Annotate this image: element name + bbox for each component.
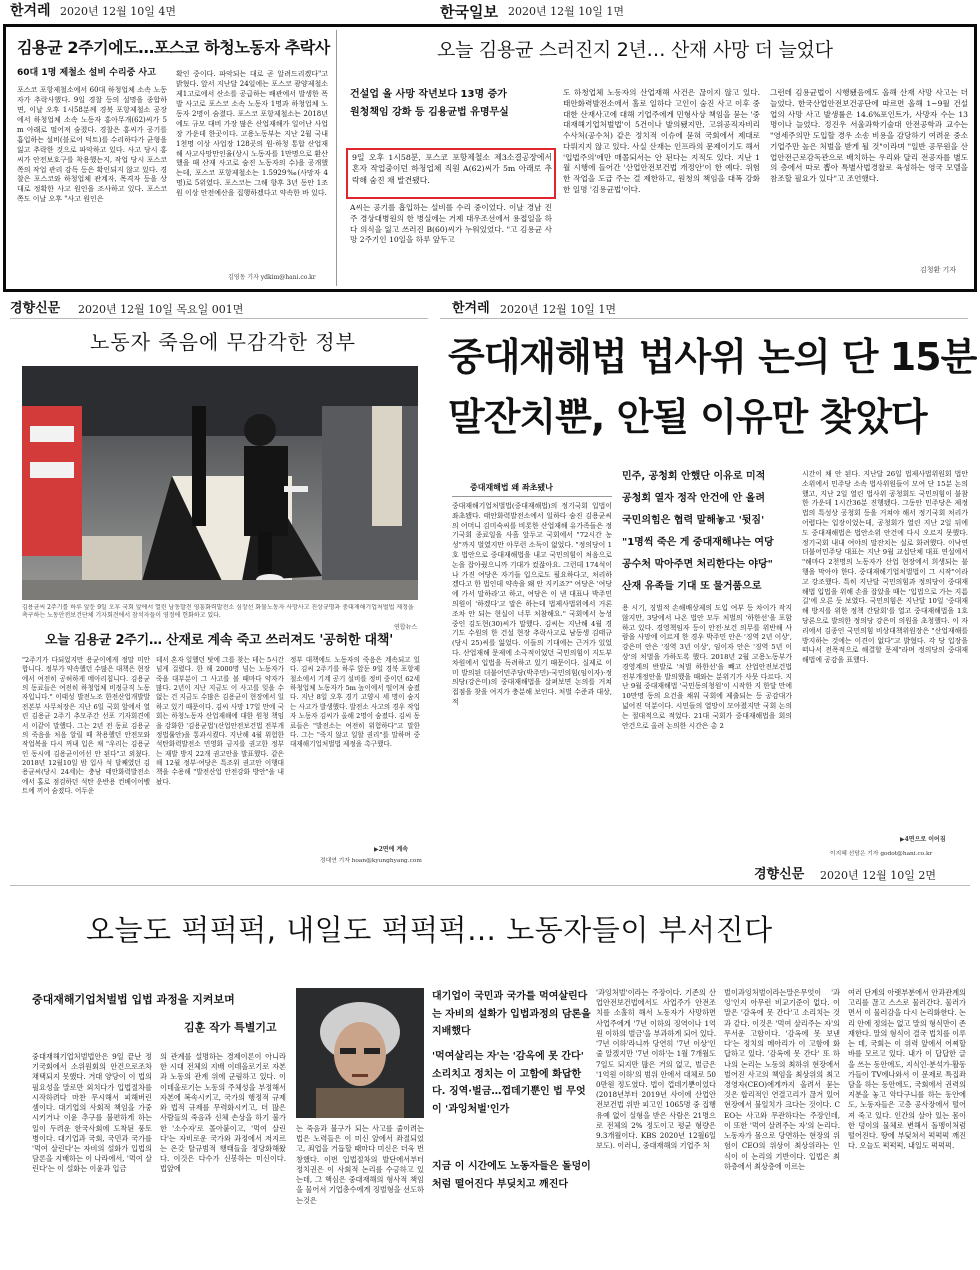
hankyoreh-column-2: 용 시기, 징벌적 손해배상제의 도입 여부 등 차이가 작지 않지만, 3당에서 나온 법안 모두 처벌의 '하한선'을 포함하고 있다. 경영책임자 등이 안전·보건 의무를 위반해 사람을 사망에 이르게 한 경우 박주민 안은 '징역 2년 이상', 강은미 안은 '징역 3년 이상', 임이자 안은 '징역 5년 이상'의 처벌을 가하도록 했다. 2018년 2월 고용노동부가 경영계의 반발로 '처벌 하한선'을 빼고 산업안전보건법 전부개정안을 발의했을 때와는 분위기가 사뭇 다르다. 지난 9월 중대재해법 '국민동의청원'이 시작한 지 한달 만에 10만명 동의 요건을 채워 국회에 제출되는 등 공감대가 넓어진 덕분이다. 시민들의 열망이 모아졌지만 국회 논의는 절대적으로 적었다. 21대 국회가 중대재해법을 회의 안건으로 올려 논의한 시간은 총 2 <box>622 604 792 730</box>
hankyoreh-byline: 이지혜 선담은 기자 godot@hani.co.kr <box>830 851 933 857</box>
quote-line-3: 국민의힘은 협력 말해놓고 '뒷짐' <box>622 515 765 526</box>
left-byline: 김영동 기자 ydkim@hani.co.kr <box>228 274 316 281</box>
highlighted-paragraph: 9일 오후 1시58분, 포스코 포항제철소 제3소결공장에서 혼자 작업중이던 하청업체 직원 A(62)씨가 5m 아래로 추락해 숨진 채 발견됐다. <box>352 153 552 185</box>
left-column-1: 포스코 포항제철소에서 60대 하청업체 소속 노동자가 추락사했다. 9일 경찰 등의 설명을 종합하면, 이날 오후 1시58분께 경북 포항제철소 공장에서 하청업체 소속 노동자 홍아무개(62)씨가 5m 아래로 떨어져 숨졌다. 경찰은 홍씨가 공기를 흡입하는 설비(블로어 덕트)를 수리하다가 균형을 잃고 추락한 것으로 파악하고 있다. 사고 당시 홍씨가 안전보호구를 착용했는지, 작업 당시 포스코쪽의 작업 관리 감독 등은 확인되지 않고 있다. 경찰은 포스코와 하청업체 관계자, 목격자 등을 상대로 정확한 사고 원인을 조사하고 있다. 포스코 쪽도 이날 오후 "사고 원인은 <box>17 86 167 204</box>
right-subhead-2: 원청책임 강화 등 김용균법 유명무실 <box>350 107 509 118</box>
kyunghyang-byline: 정대연 기자 hoan@kyunghyang.com <box>320 858 422 864</box>
left-subhead: 60대 1명 제철소 설비 수리중 사고 <box>17 68 156 78</box>
headline-line-2: 말잔치뿐, 안될 이유만 찾았다 <box>448 395 927 439</box>
kyunghyang-banner: 노동자 죽음에 무감각한 정부 <box>90 330 356 354</box>
photo-credit: 연합뉴스 <box>394 624 418 631</box>
quote-line-6: 산재 유족들 기대 또 물거품으로 <box>622 581 762 592</box>
right-headline: 오늘 김용균 스러진지 2년… 산재 사망 더 늘었다 <box>437 39 833 61</box>
quote-line-2: 공청회 열자 정작 안건에 안 올려 <box>622 493 765 504</box>
hankyoreh-masthead: 한겨레 <box>10 3 51 19</box>
kyunghyang-column-1: "2주기가 다되었지만 용균이에게 정말 미안합니다. 정부가 약속했던 수많은 대책은 현장에서 여전히 공허하게 메아리칩니다. 김용균의 동료들은 여전히 하청업체 비정규직 노동자입니다." 이태성 발전노조 한전산업개발발전본부 사무처장은 지난 6일 국회 앞에서 열린 김용균 2주기 추모주간 선포 기자회견에서 이같이 말했다. 그는 2년 전 동료 김용균의 죽음을 처음 알릴 때 착용했던 안전모와 작업복을 다시 꺼내 입은 채 "우리는 김용균인 동시에 김용균이어선 안 된다"고 외쳤다. 2018년 12월10일 밤 입사 석 달째였던 김용균씨(당시 24세)는 충남 태안화력발전소에서 홀로 점검하던 석탄 운반용 컨베이어벨트에 끼어 숨졌다. 어두운 <box>22 656 150 796</box>
essay-column-1: 중대재해기업처벌법안은 9일 끝난 정기국회에서 소위원회의 안건으로조차 채택되지 못했다. 거대 양당이 이 법의 필요성을 말로만 외치다가 입법절차를 시작하려다 마찬 무시해서 피해버린 셈이다. 대기업의 사회적 책임을 가중시키거나 이윤 추구를 불편하게 하는 일이 두려운 한국사회에 도착된 풍토병이다. 대기업과 국회, 국민과 국가를 '먹여 살린다'는 자비의 설화가 입법의 담론을 지배하는 이 나라에서, '먹여 살린다'는 이 설화는 이윤과 입금 <box>32 1052 152 1174</box>
hankyoreh-column-3: 시간이 채 안 된다. 지난달 26일 법제사법위원회 법안소위에서 민주당 소속 법사위원들이 모여 단 15분 논의했고, 지난 2일 열린 법사위 공청회도 국민의힘이 불참한 가운데 1시간36분 진행됐다. 그동안 민주당은 제정법의 특성상 공청회 등을 거쳐야 해서 정기국회 처리가 어렵다는 입장이었는데, 공청회가 열린 지난 2일 뒤에도 중대재해법은 법안소위 안건에 다시 오르지 못했다. 정기국회 내내 여야의 말잔치는 실로 화려했다. 이낙연 더불어민주당 대표는 지난 9월 교섭단체 대표 연설에서 "해마다 2천명의 노동자가 산업 현장에서 희생되는 불행을 막아야 한다. 중대재해기업처벌법이 그 시작"이라고 강조했다. 특히 지난달 국민의힘과 정의당이 중대재해법 입법을 위해 손을 잡았을 때는 '입법으로 가는 지름길'에 오른 듯 보였다. 국민의힘은 지난달 10일 '중대재해 방지를 위한 정책 간담회'를 열고 중대재해법을 1호 당론으로 발의한 정의당 강은미 의원을 초청했다. 이 자리에서 김종인 국민의힘 비상대책위원장은 "산업재해를 방지하는 것에는 이견이 없다"고 밝혔다. 각 당 입장을 떠나서 전폭적으로 해결할 문제"라며 정의당의 중대재해법에 공감을 표했다. <box>802 470 968 665</box>
pull-quote-1: 대기업이 국민과 국가를 먹여살린다는 자비의 설화가 입법과정의 담론을 지배했다 <box>432 991 591 1037</box>
kyunghyang-column-3: 정부 대책에도 노동자의 죽음은 계속되고 있다. 김씨 2주기를 하루 앞둔 9일 경북 포항제철소에서 기계 공기 설비를 정비 중이던 62세 하청업체 노동자가 5m 높이에서 떨어져 숨졌다. 지난 8일 오후 경기 고양시 세 명이 숨지는 사고가 발생했다. 발전소 사고의 경우 작업자 노동자 김씨가 올해 2명이 숨졌다. 김씨 동료들은 "발전소는 여전히 위험하다"고 말한다. 그는 "죽지 않고 일할 권리"를 말하며 중대재해기업처벌법 제정을 촉구했다. <box>290 656 420 749</box>
essay-kicker: 중대재해기업처벌법 입법 과정을 지켜보며 <box>32 993 235 1006</box>
left-headline: 김용균 2주기에도…포스코 하청노동자 추락사 <box>17 38 330 57</box>
pull-quote-2: '먹여살리는 자'는 '감옥에 못 간다' 소리치고 정치는 이 고함에 화답한다. 징역·벌금…껍데기뿐인 법 무엇이 '과잉처벌'인가 <box>432 1051 586 1115</box>
quote-line-1: 민주, 공청회 안했단 이유로 미적 <box>622 471 766 482</box>
essay-column-3: 는 죽음과 불구가 되는 사고를 줄이려는 법은 노력들은 이 미신 앞에서 좌절되었고, 죄업을 거듭할 때마다 미신은 더욱 번창했다. 이번 입법절차의 발단에서부터 정치권은 이 사회적 논리를 수긍하고 있는데, 그 핵심은 중대재해의 형사적 책임을 물어서 기업총수에게 징벌형을 선도하는것은 <box>296 1124 424 1205</box>
hankyoreh-1-date: 2020년 12월 10일 1면 <box>500 303 616 316</box>
right-column-1: A씨는 공기를 흡입하는 설비를 수리 중이었다. 이날 경남 진주 경상대병원의 한 병실에는 거제 대우조선에서 용접일을 하다 의식을 잃고 쓰러진 B(60)씨가 누워있었다. "고 김용균 사망 2주기인 10일을 하루 앞두고 <box>350 203 552 245</box>
essay-author: 김훈 작가 특별기고 <box>184 1021 277 1034</box>
red-highlight-box <box>346 148 556 199</box>
hankyoreh-1-masthead: 한겨레 <box>452 301 490 316</box>
quote-line-4: "1명씩 죽은 게 중대재해냐는 여당 <box>622 537 774 548</box>
hankookilbo-masthead: 한국일보 <box>440 3 498 21</box>
essay-column-5: 벌이과잉처벌이라는말은무엇이 '과잉'인지 아무런 비교기준이 없다. 이 말은 '감옥에 못 간다'고 소리치는 것과 같다. 이것은 '먹여 살리주는 자'의 무서운 고함이다. '감옥에 못 보낸다'는 정치의 메아리가 이 고함에 화답하고 있다. '감옥에 못 간다' 또 하나의 논리는 노동의 최하위 현장에서 벌어진 사고의 책임을 최상위의 최고경영자(CEO)에게까지 올려서 묻는 것은 합리적인 연결고리가 끊겨 있어 현장에서 불일치가 크다는 것이다. CEO는 사고와 무관하다는 주장인데, 이 또한 '먹여 살려주는 자'의 논리다. 노동자가 몸으로 당면하는 현장의 위험이 CEO의 위상이 최상위라는 인식이 이 논리의 기반이다. 입법은 최하층에서 최상층에 이르는 <box>724 988 840 1171</box>
kyunghyang-2-banner: 오늘도 퍽퍽퍽, 내일도 퍽퍽퍽… 노동자들이 부서진다 <box>86 913 773 947</box>
right-subhead-1: 건설업 올 사망 작년보다 13명 증가 <box>350 89 507 100</box>
author-photo <box>296 988 424 1118</box>
pull-quote-3: 지금 이 시간에도 노동자들은 돌덩이처럼 떨어진다 부딪치고 깨진다 <box>432 1161 591 1190</box>
hankyoreh-jump: ▶4면으로 이어짐 <box>900 836 946 843</box>
kyunghyang-2-date: 2020년 12월 10일 2면 <box>820 869 936 882</box>
hankookilbo-date: 2020년 12월 10일 1면 <box>508 5 624 18</box>
section-label: 중대재해법 왜 좌초됐나 <box>470 483 553 492</box>
right-byline: 김청환 기자 <box>920 266 957 274</box>
kyunghyang-masthead: 경향신문 <box>10 301 61 316</box>
protest-photo <box>22 366 418 600</box>
rule <box>452 496 612 497</box>
hankyoreh-date: 2020년 12월 10일 4면 <box>60 5 176 18</box>
hankyoreh-column-1: 중대재해기업처벌법(중대재해법)의 정기국회 입법이 좌초됐다. 태안화력발전소에서 일하다 숨진 김용균씨의 어머니 김미숙씨를 비롯한 산업재해 유가족들은 정기국회 종료일을 사흘 앞두고 국회에서 "72시간 농성"까지 벌였지만 아무런 소득이 없었다. "정의당이 1호 법안으로 중대재해법을 내고 국민의힘이 처음으로 논을 잡아줬으니까 기대가 컸잖아요. 그런데 174석이나 가진 여당은 자기들 입으로도 필요하다고, 처리하겠다고 한 법인데 약속을 왜 안 지키죠?" 여당은 '여당에 가서 말하라'고 하고, 여당은 이 낸 대표나 박주민 의원이 '하겠다'고 말은 하는데 법제사법위에서 거론조차 안 되는 현실이 너무 처참해요." 국회에서 농성 중인 김도현(30)씨가 말했다. 김씨는 지난해 4월 경기도 수원의 한 건설 현장 추락사고로 남동생 김태규(당시 25)씨를 잃었다. 이들의 기대에는 근거가 있었다. 산업재해 문제에 소극적이었던 국민의힘이 지도부 차원에서 입법을 독려하고 있기 때문이다. 실제로 이미 발의된 더불어민주당(박주민)·국민의힘(임이자)·정의당(강은미)의 중대재해법을 살펴보면 논의를 거쳐 접점을 찾을 여지가 충분해 보인다. 처벌 수준과 대상, 적 <box>452 502 612 706</box>
column-divider <box>336 30 337 286</box>
kyunghyang-2-masthead: 경향신문 <box>754 867 805 882</box>
quote-line-5: 공수처 막아주면 처리한다는 야당" <box>622 559 773 570</box>
kyunghyang-column-2: 데서 혼자 일했던 탓에 그를 찾는 데는 5시간 넘게 걸렸다. 한 해 2000명 넘는 노동자가 죽을 대부분이 그 사고를 볼 때마다 약자가 많다. 2년이 지난 지금도 이 사고를 잊을 수 없는 건 지금도 수많은 김용균이 현장에서 일하고 있기 때문이다. 김씨 사망 17일 만에 국회는 하청노동자 산업재해에 대한 원청 책임을 강화한 '김용균법'(산업안전보건법 전부개정법률안)을 통과시켰다. 지난해 4월 위험한 석탄화력발전소 민영화 금지를 권고한 정부는 재발 방지 22개 권고안을 발표했다. 같은해 12월 정부·여당은 특조위 권고안 이행대책을 수용해 "발전산업 안전강화 방안"을 내놨다. <box>156 656 284 786</box>
photo-caption: 김용균씨 2주기를 하루 앞둔 9일 오후 국회 앞에서 열린 남동발전 영흥화력발전소 심장선 화물노동자 사망사고 진상규명과 중대재해기업처벌법 제정을 촉구하는 노동안전보건단체 기자회견에서 참석자들이 영정에 헌화하고 있다. <box>22 604 414 620</box>
kyunghyang-date: 2020년 12월 10일 목요일 001면 <box>78 303 244 316</box>
essay-column-6: 여러 단계의 아랫부분에서 안과관계의 고리를 끊고 스스로 물러간다. 물러가면서 이 물러감을 다시 논리화한다. 논리 안에 정의는 없고 말의 형식만이 존재한다. 말의 형식이 결국 법치를 이루는 데, 국회는 이 위력 앞에서 어찌할 바를 모르고 있다. 내가 이 답답한 글을 쓰는 동안에도, 지식인·분석가·활동가들이 TV에나와서 이 문제로 특집좌담을 하는 동안에도, 국회에서 권력의 지분을 놓고 악다구니를 하는 동안에도, 노동자들은 고층 공사장에서 떨어져 죽고 있다. 인간의 살아 있는 몸이 한 덩이의 물체로 변해서 돌멩이처럼 떨어진다. 땅에 부딪쳐서 퍽퍽퍽 깨진다. 오늘도 퍽퍽퍽, 내일도 퍽퍽퍽. <box>848 988 966 1151</box>
right-column-2: 도 하청업체 노동자의 산업재해 사건은 끊이지 않고 있다. 태안화력발전소에서 홀로 일하다 고인이 숨진 사고 이후 중대한 산재사고에 대해 기업주에게 민형사상 책임을 묻는 '중대재해기업처벌법'이 5건이나 발의됐지만, 고위공직자비리수사처(공수처) 같은 정치적 이슈에 묻혀 국회에서 제대로 다뤄지지 않고 있다. 사실 산재는 인프라의 문제이기도 해서 '입법주의'에만 매몰되서는 안 된다는 지적도 있다. 지난 1월 시행에 들어간 '산업안전보건법 개정안'이 한 예다. 위험한 작업을 도급 주는 걸 제한하고, 원청의 책임을 대폭 강화한 일명 '김용균법'이다. <box>563 88 760 195</box>
left-column-2: 확인 중이다. 파악되는 대로 곧 알려드리겠다"고 밝혔다. 앞서 지난달 24일에는 포스코 광양제철소 제1고로에서 산소를 공급하는 배관에서 발생한 폭발 사고로 포스코 소속 노동자 1명과 하청업체 노동자 2명이 숨졌다. 포스코 포항제철소는 2018년에도 규모 대비 가장 많은 산업재해가 일어난 사업장 가운데 한곳이다. 고용노동부는 지난 2월 국내 1천명 이상 사업장 128곳의 원·하청 통합 산업재해 사고사망만인율(상시 노동자를 1만명으로 환산했을 때 산재 사고로 숨진 노동자의 수)을 공개했는데, 포스코 포항제철소는 1.5929‰(사망자 4명)로 5위였다. 포스코는 그해 향후 3년 동안 1조원 이상 안전예산을 집행하겠다고 약속한 바 있다. <box>176 70 328 198</box>
kyunghyang-subhead: 오늘 김용균 2주기… 산재로 계속 죽고 쓰러져도 '공허한 대책' <box>45 633 394 648</box>
rule <box>10 318 428 319</box>
essay-column-2: 의 관계를 설명하는 경제이론이 아니라 한 시대 전체의 지배 이데올로기로 자본과 노동의 관계 위에 군림하고 있다. 이 이데올로기는 노동의 주체성을 부정해서 자본에 복속시키고, 국가의 행정적 규제와 법적 규제를 무력화시키고, 더 많은 사람들의 죽음과 신체 손상을 하기 불가한 '소수자'로 몰아붙이고, '먹여 살린다'는 자비로운 국가와 과정에서 저지르는 온갖 탈규범적 행태들을 정당화해왔다. 이것은 다수가 신봉하는 미신이다. 법앞에 <box>160 1052 286 1174</box>
headline-line-1: 중대재해법 법사위 논의 단 15분 <box>448 335 977 379</box>
kyunghyang-jump: ▶2면에 계속 <box>374 846 409 853</box>
right-column-3: 그런데 김용균법이 시행됐음에도 올해 산재 사망 사고는 더 늘었다. 한국산업안전보건공단에 따르면 올해 1~9월 건설업의 사망 사고 발생률은 14.6%포인트가, 사망자 수는 13명이나 늘었다. 정진우 서울과학기술대 안전공학과 교수는 "영세주의만 도입할 경우 소송 비용을 감당하기 여려운 중소기업주만 높은 처벌을 받게 될 것"이라며 "일반 공무원을 산업안전근로감독관으로 배치하는 우리와 달리 전공자를 별도의 층에서 따로 뽑아 특별사법경찰로 육성하는 영국 모델을 참조할 필요가 있다"고 조언했다. <box>770 88 968 184</box>
rule <box>10 885 970 886</box>
rule <box>440 318 968 319</box>
essay-column-4: '과잉처벌'이라는 주장이다. 기존의 산업안전보건법에서도 사업주가 안전조치를 소홀히 해서 노동자가 사망하면 사업주에게 '7년 이하의 징역이나 1억원 이하의 벌금'을 부과하게 되어 있다. '7년 이하'라니까 당연히 '7년 이상'인 줄 알겠지만 '7년 이하'는 1월 7개월도 7일도 되지만 많은 거의 없고, 벌금은 '1억원 이하'의 범위 안에서 대체로 500만원 정도였다. 법이 껍데기뿐이었다 (2018년부터 2019년 사이에 산업안전보건법 위반 피고인 1065명 중 집행유예 없이 실형을 받은 사람은 21명으로 전체의 2% 정도이고 평균 형량은 9.3개월이다. KBS 2020년 12월6일 보도). 이러니, 중대재해의 기업주 처 <box>596 988 716 1151</box>
